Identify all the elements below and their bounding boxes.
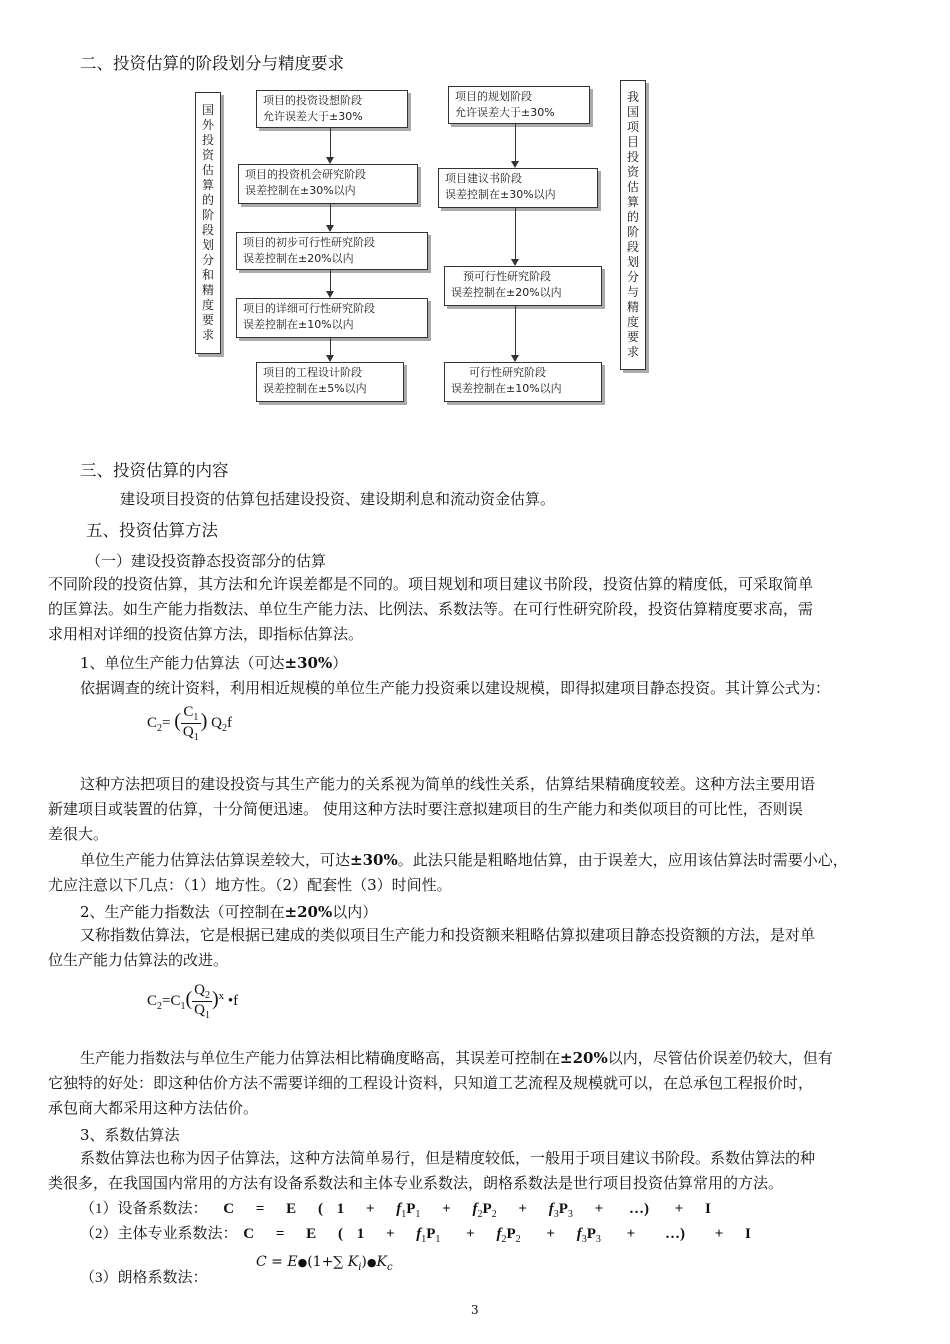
subsection-title: （一）建设投资静态投资部分的估算 <box>86 552 327 570</box>
method-1-desc: 依据调查的统计资料，利用相近规模的单位生产能力投资乘以建设规模，即得拟建项目静态投资。其计算公式为： <box>80 679 831 697</box>
left-label-char: 和 <box>201 268 214 282</box>
flow-arrowhead <box>511 161 519 168</box>
main-specialty-coefficient-formula: （2）主体专业系数法： C = E ( $1 + f_1P_1 + f_2P_2 + f_3P_3$ + …) + I <box>80 1226 751 1245</box>
left-label-char: 要 <box>201 313 214 327</box>
right-stage-box: 项目建议书阶段 误差控制在±30%以内 <box>438 168 598 208</box>
right-label-char: 段 <box>626 240 639 254</box>
section-title-5: 五、投资估算方法 <box>86 521 218 540</box>
method-2-desc: 又称指数估算法，它是根据已建成的类似项目生产能力和投资额来粗略估算拟建项目静态投资额的方法，是对单 位生产能力估算法的改进。 <box>48 926 816 969</box>
left-label-char: 国 <box>201 103 214 117</box>
right-label-char: 求 <box>626 345 639 359</box>
paragraph-2: 这种方法把项目的建设投资与其生产能力的关系视为简单的线性关系，估算结果精确度较差。这种方法主要用语 新建项目或装置的估算，十分简便迅速。 使用这种方法时要注意拟建项目的生产能力和类似项目的可比性，否则误 差很大。 <box>48 775 816 843</box>
right-label-char: 划 <box>626 255 639 269</box>
left-vertical-label <box>195 92 221 354</box>
flow-arrow <box>515 208 516 260</box>
right-label-char: 的 <box>626 210 639 224</box>
method-1-title: 1、单位生产能力估算法（可达±30%） <box>80 654 348 672</box>
right-stage-box: 项目的规划阶段 允许误差大于±30% <box>448 86 590 124</box>
left-stage-box: 项目的详细可行性研究阶段 误差控制在±10%以内 <box>236 298 428 338</box>
left-label-char: 估 <box>201 163 214 177</box>
right-label-char: 资 <box>626 165 639 179</box>
right-label-char: 项 <box>626 120 639 134</box>
right-label-char: 算 <box>626 195 639 209</box>
flow-arrow <box>330 128 331 158</box>
equipment-coefficient-formula: （1）设备系数法： C = E ( $1 + f_1P_1 + f_2P_2 + f_3P_3$ + …) + I <box>80 1201 711 1220</box>
flow-arrowhead <box>511 259 519 266</box>
flow-arrow <box>330 338 331 356</box>
left-label-char: 投 <box>201 133 214 147</box>
left-label-char: 求 <box>201 328 214 342</box>
left-label-char: 外 <box>201 118 214 132</box>
right-label-char: 目 <box>626 135 639 149</box>
flow-arrow <box>330 270 331 292</box>
lang-formula-expression: C = E●(1+∑ $K_i)●K_c$ <box>256 1254 393 1273</box>
right-label-char: 投 <box>626 150 639 164</box>
right-label-char: 要 <box>626 330 639 344</box>
left-stage-box: 项目的投资设想阶段 允许误差大于±30% <box>256 90 408 128</box>
right-label-char: 与 <box>626 285 639 299</box>
right-label-char: 估 <box>626 180 639 194</box>
right-label-char: 阶 <box>626 225 639 239</box>
left-label-char: 划 <box>201 238 214 252</box>
lang-coefficient-formula: （3）朗格系数法： <box>80 1270 208 1286</box>
left-label-char: 算 <box>201 178 214 192</box>
right-label-char: 精 <box>626 300 639 314</box>
flow-arrow <box>330 204 331 226</box>
left-stage-box: 项目的初步可行性研究阶段 误差控制在±20%以内 <box>236 232 428 270</box>
formula-unit-capacity: $C_2=$ ( $\frac{C_1}{Q_1}$ ) $Q_2f$ <box>147 704 233 743</box>
left-stage-box: 项目的投资机会研究阶段 误差控制在±30%以内 <box>238 164 418 204</box>
left-stage-box: 项目的工程设计阶段 误差控制在±5%以内 <box>256 362 404 402</box>
section-3-text: 建设项目投资的估算包括建设投资、建设期利息和流动资金估算。 <box>120 490 556 508</box>
right-label-char: 国 <box>626 105 639 119</box>
right-label-char: 我 <box>626 90 639 104</box>
left-label-char: 分 <box>201 253 214 267</box>
right-vertical-label <box>620 80 646 370</box>
method-3-title: 3、系数估算法 <box>80 1126 180 1144</box>
section-title-2: 二、投资估算的阶段划分与精度要求 <box>80 54 344 73</box>
right-label-char: 度 <box>626 315 639 329</box>
left-label-char: 精 <box>201 283 214 297</box>
right-stage-box: 预可行性研究阶段 误差控制在±20%以内 <box>444 266 602 306</box>
flow-arrowhead <box>511 355 519 362</box>
flow-arrow <box>515 124 516 162</box>
method-3-desc: 系数估算法也称为因子估算法，这种方法简单易行，但是精度较低，一般用于项目建议书阶段。系数估算法的种 类很多，在我国国内常用的方法有设备系数法和主体专业系数法，朗格系数法是世行项目投资估算常用的方法。 <box>48 1149 816 1192</box>
left-label-char: 的 <box>201 193 214 207</box>
method-2-title: 2、生产能力指数法（可控制在±20%以内） <box>80 903 378 921</box>
section-title-3: 三、投资估算的内容 <box>80 461 229 480</box>
left-label-char: 资 <box>201 148 214 162</box>
formula-capacity-index: $C_2=C_1$( $\frac{Q_2}{Q_1}$ )$^x$ •f <box>147 982 239 1021</box>
flow-arrowhead <box>326 225 334 232</box>
left-label-char: 段 <box>201 223 214 237</box>
flow-arrowhead <box>326 355 334 362</box>
left-label-char: 阶 <box>201 208 214 222</box>
right-label-char: 分 <box>626 270 639 284</box>
paragraph-1: 不同阶段的投资估算，其方法和允许误差都是不同的。项目规划和项目建议书阶段，投资估算的精度低，可采取简单 的匡算法。如生产能力指数法、单位生产能力法、比例法、系数法等。在可行性研究阶段，投资估算精度要求高，需 求用相对详细的投资估算方法，即指标估算法。 <box>48 575 814 643</box>
right-stage-box: 可行性研究阶段 误差控制在±10%以内 <box>444 362 602 402</box>
left-label-char: 度 <box>201 298 214 312</box>
paragraph-3: 单位生产能力估算法估算误差较大，可达±30%。此法只能是粗略地估算，由于误差大，应用该估算法时需要小心， 尤应注意以下几点：（1）地方性。（2）配套性（3）时间性。 <box>48 851 848 894</box>
page-number: 3 <box>471 1303 479 1317</box>
paragraph-4: 生产能力指数法与单位生产能力估算法相比精确度略高，其误差可控制在±20%以内，尽管估价误差仍较大，但有 它独特的好处：即这种估价方法不需要详细的工程设计资料，只知道工艺流程及规模就可以，在总承包工程报价时， 承包商大都采用这种方法估价。 <box>48 1049 833 1117</box>
flow-arrow <box>515 306 516 356</box>
flow-arrowhead <box>326 157 334 164</box>
flow-arrowhead <box>326 291 334 298</box>
